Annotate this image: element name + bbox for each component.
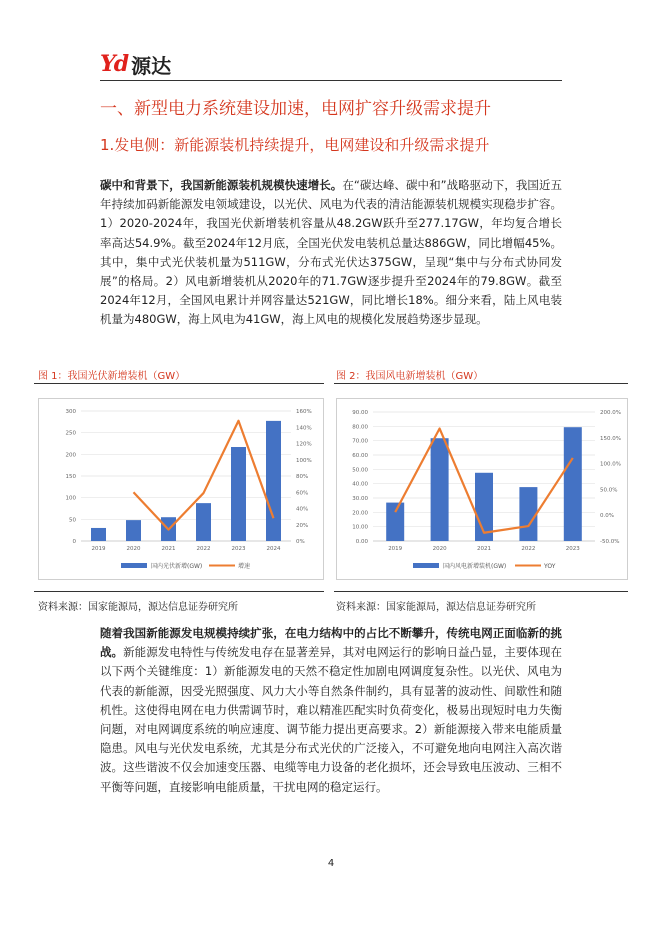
bar-2022 (519, 487, 537, 541)
y-left-tick-label: 90.00 (352, 410, 368, 416)
bar-2019 (386, 503, 404, 541)
y-left-tick-label: 50.00 (352, 467, 368, 474)
legend-line-label: YOY (544, 563, 556, 570)
y-right-tick-label: 150.0% (600, 435, 621, 442)
chart-2-frame (336, 398, 628, 580)
chart-1-svg (39, 399, 323, 579)
y-right-tick-label: 0% (296, 539, 305, 545)
x-tick-label: 2020 (126, 546, 141, 552)
chart-1-legend (121, 562, 250, 570)
bar-2022 (196, 503, 211, 541)
paragraph-1-body: 在“碳达峰、碳中和”战略驱动下，我国近五年持续加码新能源发电领域建设，以光伏、风电为代表的清洁能源装机规模实现稳步扩容。1）2020-2024年，我国光伏新增装机容量从48.2GW跃升至277.17GW，年均复合增长率高达54.9%。截至2024年12月底，全国光伏发电装机总量达886GW，同比增幅45%。其中，集中式光伏装机量为511GW，分布式光伏达375GW，呈现“集中与分布式协同发展”的格局。2）风电新增装机从2020年的71.7GW逐步提升至2024年的79.8GW。截至2024年12月，全国风电累计并网容量达521GW，同比增长18%。细分来看，陆上风电装机量为480GW，海上风电为41GW，海上风电的规模化发展趋势逐步显现。 (100, 178, 562, 327)
x-tick-label: 2021 (477, 546, 491, 552)
brand-logo (100, 50, 171, 78)
page-number: 4 (327, 858, 335, 869)
y-right-tick-label: 40% (296, 506, 309, 513)
y-left-tick-label: 250 (65, 430, 76, 437)
paragraph-2 (100, 624, 562, 797)
header-divider (100, 80, 562, 81)
chart-1-frame (38, 398, 324, 580)
y-left-tick-label: 70.00 (352, 438, 368, 445)
bar-2020 (126, 520, 141, 541)
subsection-heading: 1.发电侧：新能源装机持续提升，电网建设和升级需求提升 (100, 136, 490, 154)
legend-line-label: 增速 (238, 563, 251, 570)
y-right-tick-label: 100.0% (600, 461, 621, 468)
y-right-tick-label: 0.0% (600, 513, 614, 520)
legend-bar-label: 国内风电新增装机(GW) (443, 563, 507, 570)
bar-2019 (91, 528, 106, 541)
x-tick-label: 2020 (432, 546, 447, 552)
y-left-tick-label: 60.00 (352, 453, 368, 459)
logo-mark: Yd (100, 51, 128, 77)
x-tick-label: 2023 (231, 546, 246, 552)
x-tick-label: 2019 (388, 546, 403, 552)
x-tick-label: 2019 (91, 546, 106, 552)
y-left-tick-label: 0.00 (355, 539, 368, 545)
figure-1-title: 图 1：我国光伏新增装机（GW） (38, 371, 186, 382)
paragraph-1-lead: 碳中和背景下，我国新能源装机规模快速增长。 (100, 178, 343, 192)
y-left-tick-label: 80.00 (352, 424, 368, 431)
y-left-tick-label: 30.00 (352, 496, 368, 502)
y-right-tick-label: 200.0% (600, 410, 621, 416)
bar-2020 (431, 438, 449, 541)
paragraph-2-body: 新能源发电特性与传统发电存在显著差异，其对电网运行的影响日益凸显，主要体现在以下两个关键维度：1）新能源发电的天然不稳定性加剧电网调度复杂性。以光伏、风电为代表的新能源，因受光照强度、风力大小等自然条件制约，具有显著的波动性、间歇性和随机性。这使得电网在电力供需调节时，难以精准匹配实时负荷变化，极易出现短时电力失衡问题，对电网调度系统的响应速度、调节能力提出更高要求。2）新能源接入带来电能质量隐患。风电与光伏发电系统，尤其是分布式光伏的广泛接入，不可避免地向电网注入高次谐波。这些谐波不仅会加速变压器、电缆等电力设备的老化损坏，还会导致电压波动、三相不平衡等问题，直接影响电能质量，干扰电网的稳定运行。 (100, 645, 563, 794)
figure-1-top-rule (34, 383, 324, 384)
paragraph-1 (100, 176, 562, 330)
logo-name: 源达 (131, 53, 172, 78)
bar-2023 (564, 427, 582, 541)
chart-2-legend (413, 562, 556, 570)
y-left-tick-label: 50 (69, 517, 76, 524)
y-left-tick-label: 10.00 (352, 524, 368, 531)
y-left-tick-label: 20.00 (352, 510, 368, 517)
y-left-tick-label: 40.00 (352, 481, 368, 488)
figure-1-bottom-rule (34, 591, 324, 592)
figure-2-bottom-rule (334, 591, 628, 592)
x-tick-label: 2022 (196, 546, 211, 552)
y-right-tick-label: 100% (296, 457, 312, 464)
y-right-tick-label: 20% (296, 522, 309, 529)
chart-2-svg (337, 399, 627, 579)
y-right-tick-label: -50.0% (600, 539, 620, 545)
paragraph-2-lead: 随着我国新能源发电规模持续扩张，在电力结构中的占比不断攀升，传统电网正面临新的挑战。 (100, 626, 562, 660)
x-tick-label: 2023 (565, 546, 580, 552)
y-left-tick-label: 300 (65, 409, 76, 415)
y-right-tick-label: 80% (296, 474, 309, 480)
x-tick-label: 2022 (521, 546, 536, 552)
y-left-tick-label: 200 (65, 452, 76, 459)
figure-2-top-rule (334, 383, 628, 384)
section-heading: 一、新型电力系统建设加速，电网扩容升级需求提升 (100, 99, 491, 119)
y-left-tick-label: 0 (72, 539, 76, 545)
figure-2-source: 资料来源：国家能源局，源达信息证券研究所 (336, 602, 536, 613)
x-tick-label: 2024 (266, 546, 281, 552)
x-tick-label: 2021 (161, 546, 176, 552)
figure-2-title: 图 2：我国风电新增装机（GW） (336, 371, 484, 382)
y-right-tick-label: 50.0% (600, 487, 618, 494)
legend-bar-swatch (413, 563, 439, 568)
legend-bar-swatch (121, 563, 147, 568)
bar-2023 (231, 447, 246, 541)
y-right-tick-label: 160% (296, 409, 312, 415)
y-right-tick-label: 120% (296, 441, 312, 448)
legend-bar-label: 国内光伏新增(GW) (151, 563, 203, 570)
y-left-tick-label: 100 (65, 495, 76, 502)
figure-1-source: 资料来源：国家能源局，源达信息证券研究所 (38, 602, 238, 613)
y-right-tick-label: 60% (296, 490, 309, 497)
y-left-tick-label: 150 (65, 474, 76, 480)
bar-2024 (266, 421, 281, 541)
y-right-tick-label: 140% (296, 425, 312, 432)
